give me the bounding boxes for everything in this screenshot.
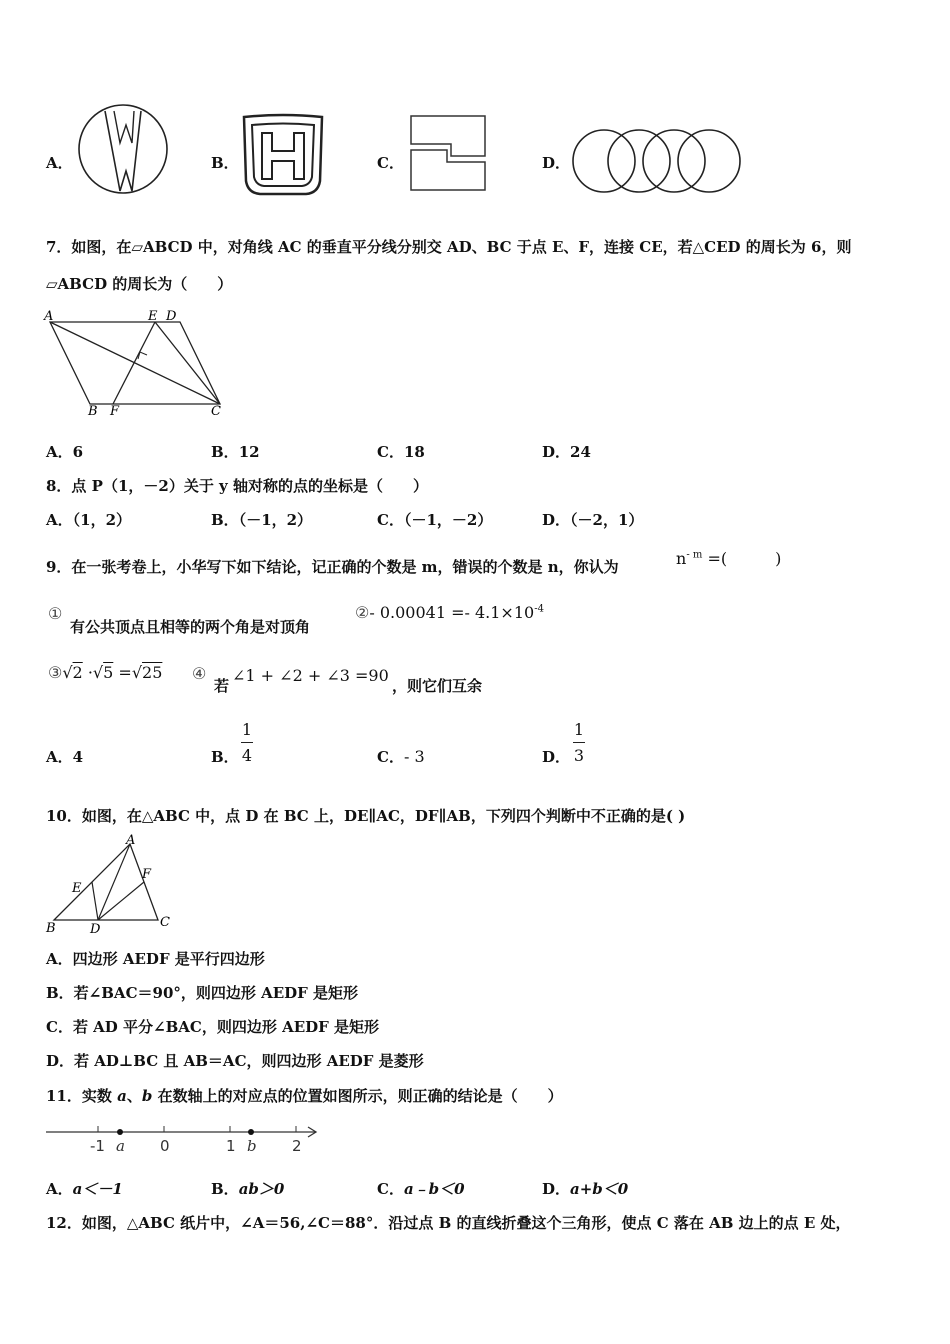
q10-label-e: E (72, 881, 82, 896)
q11-option-b[interactable]: B．ab＞0 (211, 1180, 285, 1198)
q7-label-e: E (148, 309, 158, 324)
q10-label-a: A (126, 833, 136, 848)
q11-point-a-label: a (116, 1137, 125, 1155)
q6-option-b-label[interactable]: B． (211, 154, 239, 172)
q9-statement-1-text: 有公共顶点且相等的两个角是对顶角 (70, 618, 311, 636)
q7-option-a[interactable]: A．6 (46, 443, 84, 461)
q9-statement-2: ②- $0.00041 =- 4.1\times 10^{-4}$ (355, 603, 544, 622)
q7-stem-line2: ▱ABCD 的周长为（ ） (46, 275, 233, 293)
q7-option-b[interactable]: B．12 (211, 443, 260, 461)
q9-option-a[interactable]: A．4 (46, 748, 84, 766)
q7-option-c[interactable]: C．18 (377, 443, 425, 461)
q9-option-b-label[interactable]: B． (211, 748, 239, 766)
q11-tick-0: 0 (160, 1137, 170, 1155)
q11-number-line (44, 1120, 324, 1160)
q11-tick-neg1: -1 (90, 1137, 105, 1155)
q6-option-a-label[interactable]: A． (46, 154, 73, 172)
q9-statement-4: ④ (192, 664, 207, 683)
q10-label-b: B (46, 921, 56, 936)
q7-stem-line1: 7．如图，在▱ABCD 中，对角线 AC 的垂直平分线分别交 AD、BC 于点 E、F，连接 CE，若△CED 的周长为 6，则 (46, 238, 852, 256)
q10-label-c: C (160, 915, 170, 930)
q11-tick-1: 1 (226, 1137, 236, 1155)
q9-statement-4-pre: 若 (214, 677, 230, 695)
q8-stem: 8．点 P（1，－2）关于 y 轴对称的点的坐标是（ ） (46, 477, 428, 495)
q10-option-b[interactable]: B．若∠BAC＝90°，则四边形 AEDF 是矩形 (46, 984, 359, 1002)
q9-expression: $n^{- m}$ =( ) (676, 549, 782, 568)
q8-option-d[interactable]: D．（－2，1） (542, 511, 644, 529)
q7-parallelogram-figure (40, 308, 230, 420)
q8-option-a[interactable]: A．（1，2） (46, 511, 132, 529)
q11-point-b-label: b (247, 1137, 257, 1155)
q10-option-a[interactable]: A．四边形 AEDF 是平行四边形 (46, 950, 265, 968)
q9-statement-3: ③√2 ·√5 =√25 (48, 663, 163, 682)
q7-label-b: B (88, 404, 98, 419)
q11-tick-2: 2 (292, 1137, 302, 1155)
q9-option-c[interactable]: C．- 3 (377, 747, 425, 766)
q9-stem: 9．在一张考卷上，小华写下如下结论，记正确的个数是 m，错误的个数是 n，你认为 (46, 558, 619, 576)
q7-label-c: C (211, 404, 221, 419)
q7-option-d[interactable]: D．24 (542, 443, 591, 461)
q11-option-a[interactable]: A．a＜－1 (46, 1180, 123, 1198)
q10-label-d: D (90, 922, 101, 937)
q12-stem: 12．如图，△ABC 纸片中，∠A＝56,∠C＝88°．沿过点 B 的直线折叠这个三角形，使点 C 落在 AB 边上的点 E 处， (46, 1214, 851, 1232)
q10-option-c[interactable]: C．若 AD 平分∠BAC，则四边形 AEDF 是矩形 (46, 1018, 380, 1036)
q9-option-d-label[interactable]: D． (542, 748, 571, 766)
q8-option-c[interactable]: C．（－1，－2） (377, 511, 493, 529)
q6-option-d-label[interactable]: D． (542, 154, 571, 172)
q11-option-d[interactable]: D．a+b＜0 (542, 1180, 629, 1198)
q7-label-f: F (110, 404, 120, 419)
q10-option-d[interactable]: D．若 AD⊥BC 且 AB＝AC，则四边形 AEDF 是菱形 (46, 1052, 424, 1070)
q9-option-b-fraction: 1 4 (241, 720, 253, 765)
q8-option-b[interactable]: B．（－1，2） (211, 511, 313, 529)
h-logo-icon (238, 113, 328, 197)
vw-logo-icon (76, 103, 170, 195)
q9-statement-4-expr: ∠1 + ∠2 + ∠3 =90 (232, 666, 389, 685)
puzzle-logo-icon (407, 114, 487, 194)
q11-stem: 11．实数 a、b 在数轴上的对应点的位置如图所示，则正确的结论是（ ） (46, 1087, 563, 1105)
q9-statement-1: ① (48, 604, 63, 623)
four-rings-icon (570, 129, 742, 193)
q9-option-d-fraction: 1 3 (573, 720, 585, 765)
q10-stem: 10．如图，在△ABC 中，点 D 在 BC 上，DE∥AC，DF∥AB，下列四个判断中不正确的是( ) (46, 807, 686, 825)
q9-statement-4-post: ，则它们互余 (392, 677, 483, 695)
q7-label-a: A (44, 309, 54, 324)
q10-label-f: F (142, 867, 152, 882)
q11-option-c[interactable]: C．a﹣b＜0 (377, 1180, 465, 1198)
q10-triangle-figure (42, 834, 182, 938)
q6-option-c-label[interactable]: C． (377, 154, 404, 172)
q7-label-d: D (166, 309, 177, 324)
